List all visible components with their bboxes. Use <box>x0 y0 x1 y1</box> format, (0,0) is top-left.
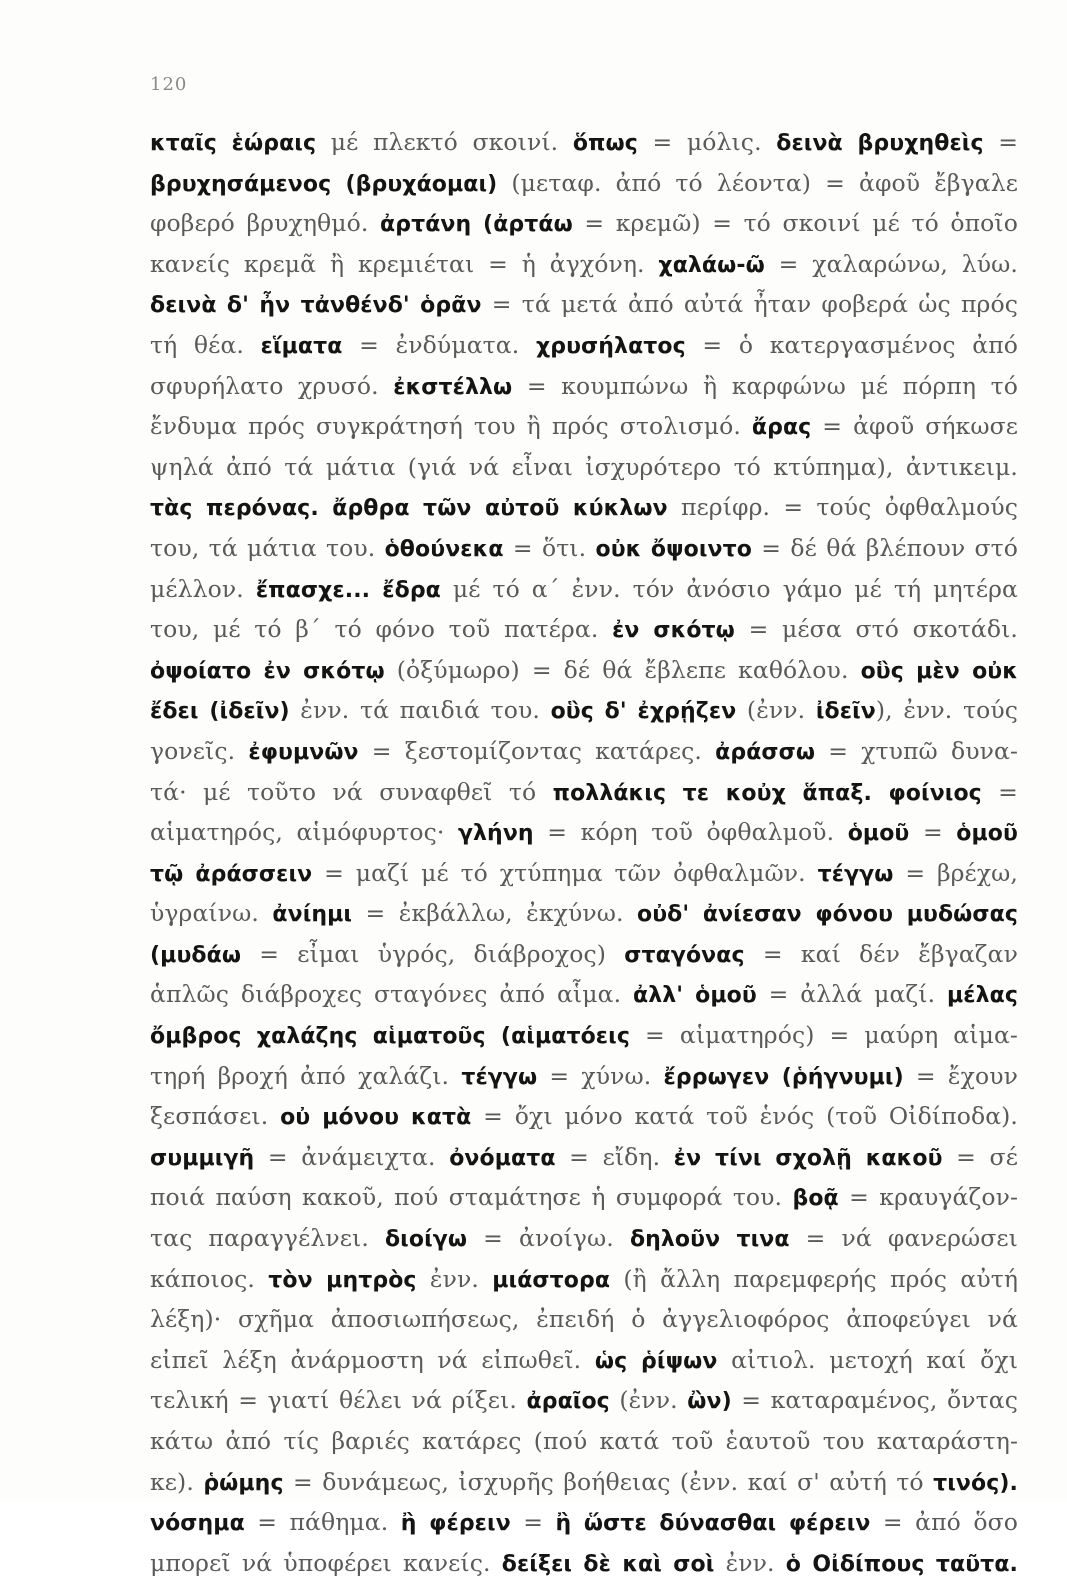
lemma-term: τέγγω <box>817 861 894 887</box>
lemma-term: οὐκ ὄψοιντο <box>595 536 752 562</box>
lemma-term: διοίγω <box>384 1227 468 1253</box>
gloss-text: = πάθημα. <box>244 1508 401 1537</box>
lemma-term: ἄρας <box>751 415 812 441</box>
gloss-text: = <box>983 128 1018 156</box>
gloss-text: = αἱματηρός) = μαύρη αἱμα- <box>629 1021 1018 1050</box>
text-line <box>150 569 1018 610</box>
text-line <box>150 1462 1018 1503</box>
gloss-text: = ἔχουν <box>903 1061 1018 1090</box>
gloss-text: = τά μετά ἀπό αὐτά ἦταν φοβερά ὡς πρός <box>481 290 1018 319</box>
gloss-text: γονεῖς. <box>150 736 249 765</box>
text-line <box>150 1096 1018 1137</box>
lemma-term: ὁθούνεκα <box>384 536 504 562</box>
text-line <box>150 1218 1018 1259</box>
lemma-term: μιάστορα <box>492 1267 611 1293</box>
gloss-text: ἐνν. τά παιδιά του. <box>289 696 551 725</box>
gloss-text: τή θέα. <box>150 330 261 359</box>
lemma-term: ἐν τίνι σχολῇ κακοῦ <box>673 1145 943 1171</box>
gloss-text: τηρή βροχή ἀπό χαλάζι. <box>150 1061 462 1090</box>
gloss-text: = κόρη τοῦ ὀφθαλμοῦ. <box>533 818 848 847</box>
text-line <box>150 284 1018 325</box>
lemma-term: ἀράσσω <box>715 739 816 765</box>
gloss-text: σφυρήλατο χρυσό. <box>150 371 394 400</box>
gloss-text: φοβερό βρυχηθμό. <box>150 209 381 238</box>
lemma-term: ἔπασχε... ἔδρα <box>255 577 441 603</box>
gloss-text: = βρέχω, <box>893 858 1018 887</box>
gloss-text: μέλλον. <box>150 574 256 603</box>
gloss-text: = χαλαρώνω, λύω. <box>764 249 1018 278</box>
gloss-text: = ὅτι. <box>503 533 596 562</box>
text-line <box>150 1177 1018 1218</box>
lemma-term: ἰδεῖν <box>815 699 876 725</box>
gloss-text: του, μέ τό β΄ τό φόνο τοῦ πατέρα. <box>150 615 613 644</box>
lemma-term: ἢ ὥστε δύνασθαι φέρειν <box>555 1511 871 1537</box>
gloss-text: = <box>510 1508 556 1537</box>
lemma-term: νόσημα <box>150 1511 245 1537</box>
lemma-term: ἔρρωγεν (ῥήγνυμι) <box>663 1064 904 1090</box>
gloss-text: μέ τό α΄ ἐνν. τόν ἀνόσιο γάμο μέ τή μητέρα <box>440 574 1018 603</box>
lemma-term: ὡς ῥίψων <box>594 1348 718 1374</box>
lemma-term: χρυσήλατος <box>535 333 686 359</box>
gloss-text: ἔνδυμα πρός συγκράτησή του ἢ πρός στολισμό. <box>150 412 752 441</box>
gloss-text: = ἀνοίγω. <box>467 1224 630 1253</box>
lemma-term: συμμιγῆ <box>150 1145 255 1171</box>
lemma-term: ὁμοῦ <box>847 821 910 847</box>
gloss-text: κάτω ἀπό τίς βαριές κατάρες (πού κατά τοῦ ἑαυτοῦ του καταράστη- <box>150 1427 1018 1455</box>
lemma-term: ὢν) <box>687 1389 732 1415</box>
text-line <box>150 1299 1018 1340</box>
gloss-text: = ἐνδύματα. <box>342 330 536 359</box>
text-line <box>150 853 1018 894</box>
gloss-text: περίφρ. = τούς ὀφθαλμούς <box>667 493 1018 522</box>
gloss-text: ἁπλῶς διάβροχες σταγόνες ἀπό αἷμα. <box>150 980 634 1009</box>
gloss-text: ψηλά ἀπό τά μάτια (γιά νά εἶναι ἰσχυρότερο τό κτύπημα), ἀντικειμ. <box>150 452 1018 481</box>
gloss-text: = καί δέν ἔβγαζαν <box>744 939 1018 968</box>
lemma-term: ἐφυμνῶν <box>248 739 359 765</box>
gloss-text: = ὁ κατεργασμένος ἀπό <box>685 330 1018 359</box>
gloss-text: κε). <box>150 1467 204 1496</box>
gloss-text: αἰτιολ. μετοχή καί ὄχι <box>717 1345 1018 1374</box>
gloss-text: του, τά μάτια του. <box>150 533 385 562</box>
gloss-text: = εἶμαι ὑγρός, διάβροχος) <box>241 939 625 968</box>
text-line <box>150 244 1018 285</box>
lemma-term: πολλάκις τε κοὐχ ἅπαξ. φοίνιος <box>552 780 982 806</box>
gloss-text: αἱματηρός, αἱμόφυρτος· <box>150 818 458 847</box>
lemma-term: τῷ ἀράσσειν <box>150 861 313 887</box>
text-line <box>150 325 1018 366</box>
gloss-text: = εἴδη. <box>555 1142 674 1171</box>
lemma-term: οὐ μόνου κατὰ <box>280 1105 472 1131</box>
gloss-text: μέ πλεκτό σκοινί. <box>316 128 573 156</box>
lemma-term: ἀρτάνη (ἀρτάω <box>380 212 573 238</box>
gloss-text: = μέσα στό σκοτάδι. <box>734 615 1018 644</box>
lemma-term: κταῖς ἑώραις <box>150 131 317 156</box>
text-line <box>150 690 1018 731</box>
gloss-text: = ἀφοῦ σήκωσε <box>811 412 1018 441</box>
gloss-text: ὑγραίνω. <box>150 899 273 928</box>
lemma-term: ἀλλ' ὁμοῦ <box>633 983 757 1009</box>
lemma-term: χαλάω-ῶ <box>658 252 765 278</box>
lemma-term: τὸν μητρὸς <box>268 1267 417 1293</box>
lemma-term: ῥώμης <box>203 1470 284 1496</box>
lemma-term: τινός). <box>933 1470 1018 1496</box>
lemma-term: δηλοῦν τινα <box>629 1227 790 1253</box>
text-line <box>150 1380 1018 1421</box>
text-line <box>150 1421 1018 1462</box>
lemma-term: δεινὰ βρυχηθεὶς <box>776 131 984 156</box>
text-line <box>150 893 1018 934</box>
lemma-term: ἐκστέλλω <box>393 374 513 400</box>
text-line <box>150 366 1018 407</box>
lemma-term: ὀψοίατο ἐν σκότῳ <box>150 658 385 684</box>
gloss-text: ἐνν. <box>416 1264 493 1293</box>
text-line <box>150 1502 1018 1543</box>
lemma-term: ὄμβρος χαλάζης αἱματοῦς (αἱματόεις <box>150 1024 630 1050</box>
gloss-text: (μεταφ. ἀπό τό λέοντα) = ἀφοῦ ἔβγαλε <box>497 168 1018 197</box>
gloss-text: = χτυπῶ δυνα- <box>815 736 1018 765</box>
gloss-text: = μόλις. <box>637 128 777 156</box>
gloss-text: = χύνω. <box>537 1061 664 1090</box>
gloss-text: κάποιος. <box>150 1264 269 1293</box>
text-line <box>150 1056 1018 1097</box>
lemma-term: σταγόνας <box>624 942 745 968</box>
gloss-text: = κραυγάζον- <box>838 1183 1018 1212</box>
gloss-text: = ἀνάμειχτα. <box>254 1142 450 1171</box>
lemma-term: (μυδάω <box>150 942 242 968</box>
text-line <box>150 812 1018 853</box>
gloss-text: = κρεμῶ) = τό σκοινί μέ τό ὁποῖο <box>572 209 1018 238</box>
lemma-term: ἀνίημι <box>272 902 353 928</box>
text-line <box>150 122 1018 163</box>
gloss-text: = νά φανερώσει <box>789 1224 1018 1253</box>
gloss-text: (ἢ ἄλλη παρεμφερής πρός αὐτή <box>610 1264 1018 1293</box>
text-line <box>150 650 1018 691</box>
gloss-text: = ξεστομίζοντας κατάρες. <box>358 736 716 765</box>
gloss-text: λέξη)· σχῆμα ἀποσιωπήσεως, ἐπειδή ὁ ἀγγελιοφόρος ἀποφεύγει νά <box>150 1305 1018 1334</box>
lemma-term: ὁ Οἰδίπους ταῦτα. <box>785 1551 1018 1577</box>
text-line <box>150 731 1018 772</box>
gloss-text: = ἐκβάλλω, ἐκχύνω. <box>352 899 638 928</box>
lemma-term: εἵματα <box>260 333 343 359</box>
lemma-term: μέλας <box>947 983 1018 1009</box>
lemma-term: οὓς μὲν οὐκ <box>860 658 1018 684</box>
gloss-text: εἰπεῖ λέξη ἀνάρμοστη νά εἰπωθεῖ. <box>150 1345 595 1374</box>
lemma-term: γλήνη <box>457 821 534 847</box>
commentary-text <box>150 122 1018 1583</box>
gloss-text: ποιά παύση κακοῦ, πού σταμάτησε ἡ συμφορά του. <box>150 1183 793 1212</box>
gloss-text: = μαζί μέ τό χτύπημα τῶν ὀφθαλμῶν. <box>312 858 818 887</box>
gloss-text: μπορεῖ νά ὑποφέρει κανείς. <box>150 1548 502 1577</box>
lemma-term: ὅπως <box>572 131 638 156</box>
text-line <box>150 1259 1018 1300</box>
lemma-term: βοᾷ <box>792 1186 839 1212</box>
gloss-text: (ὀξύμωρο) = δέ θά ἔβλεπε καθόλου. <box>384 655 861 684</box>
text-line <box>150 772 1018 813</box>
lemma-term: δείξει δὲ καὶ σοὶ <box>501 1551 715 1577</box>
lemma-term: τέγγω <box>461 1064 538 1090</box>
lemma-term: ἀραῖος <box>526 1389 610 1415</box>
text-line <box>150 609 1018 650</box>
text-line <box>150 1340 1018 1381</box>
gloss-text: = δέ θά βλέπουν στό <box>752 533 1018 562</box>
text-line <box>150 1015 1018 1056</box>
gloss-text: = ἀλλά μαζί. <box>756 980 947 1009</box>
text-line <box>150 203 1018 244</box>
text-line <box>150 487 1018 528</box>
gloss-text: = ὄχι μόνο κατά τοῦ ἑνός (τοῦ Οἰδίποδα). <box>471 1102 1018 1131</box>
gloss-text: = <box>981 777 1018 806</box>
page-number: 120 <box>150 74 188 95</box>
text-line <box>150 1137 1018 1178</box>
lemma-term: δεινὰ δ' ἦν τἀνθένδ' ὁρᾶν <box>150 293 482 319</box>
lemma-term: ὀνόματα <box>449 1145 556 1171</box>
text-line <box>150 447 1018 488</box>
gloss-text: = καταραμένος, ὄντας <box>731 1386 1018 1415</box>
lemma-term: βρυχησάμενος (βρυχάομαι) <box>150 171 498 197</box>
gloss-text: = <box>909 818 957 847</box>
lemma-term: ὁμοῦ <box>956 821 1018 847</box>
text-line <box>150 974 1018 1015</box>
gloss-text: = ἀπό ὅσο <box>870 1508 1018 1537</box>
gloss-text: τά· μέ τοῦτο νά συναφθεῖ τό <box>150 777 553 806</box>
gloss-text: = δυνάμεως, ἰσχυρῆς βοήθειας (ἐνν. καί σ' αὐτή τό <box>283 1467 934 1496</box>
gloss-text: = σέ <box>942 1142 1018 1171</box>
gloss-text: τας παραγγέλνει. <box>150 1224 385 1253</box>
text-line <box>150 406 1018 447</box>
text-line <box>150 163 1018 204</box>
lemma-term: οὓς δ' ἐχρῄζεν <box>550 699 737 725</box>
text-line <box>150 528 1018 569</box>
gloss-text: τελική = γιατί θέλει νά ρίξει. <box>150 1386 527 1415</box>
gloss-text: ξεσπάσει. <box>150 1102 281 1131</box>
lemma-term: τὰς περόνας. ἄρθρα τῶν αὐτοῦ κύκλων <box>150 496 668 522</box>
lemma-term: οὐδ' ἀνίεσαν φόνου μυδώσας <box>637 902 1018 928</box>
lemma-term: ἐν σκότῳ <box>612 618 735 644</box>
gloss-text: (ἐνν. <box>736 696 816 725</box>
gloss-text: = κουμπώνω ἢ καρφώνω μέ πόρπη τό <box>512 371 1018 400</box>
lemma-term: ἢ φέρειν <box>400 1511 511 1537</box>
text-line <box>150 1543 1018 1583</box>
lemma-term: ἔδει (ἰδεῖν) <box>150 699 290 725</box>
text-line <box>150 934 1018 975</box>
gloss-text: ), ἐνν. τούς <box>875 696 1018 725</box>
gloss-text: κανείς κρεμᾶ ἢ κρεμιέται = ἡ ἀγχόνη. <box>150 249 659 278</box>
gloss-text: (ἐνν. <box>609 1386 688 1415</box>
gloss-text: ἐνν. <box>714 1548 786 1577</box>
